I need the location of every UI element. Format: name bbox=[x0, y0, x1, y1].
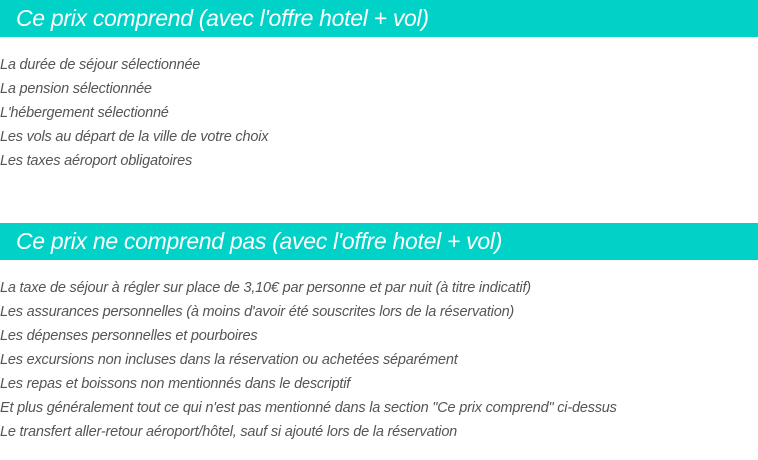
list-item: L'hébergement sélectionné bbox=[0, 105, 169, 121]
included-section-title: Ce prix comprend (avec l'offre hotel + vol) bbox=[0, 0, 758, 37]
list-item: La pension sélectionnée bbox=[0, 81, 152, 97]
list-item: Les excursions non incluses dans la réservation ou achetées séparément bbox=[0, 352, 458, 368]
excluded-items-list bbox=[0, 276, 617, 444]
list-item: Et plus généralement tout ce qui n'est pas mentionné dans la section "Ce prix comprend" ci-dessus bbox=[0, 400, 617, 416]
list-item: Le transfert aller-retour aéroport/hôtel, sauf si ajouté lors de la réservation bbox=[0, 424, 458, 440]
list-item: La taxe de séjour à régler sur place de 3,10€ par personne et par nuit (à titre indicatif) bbox=[0, 280, 531, 296]
list-item: Les vols au départ de la ville de votre choix bbox=[0, 129, 269, 145]
list-item: Les taxes aéroport obligatoires bbox=[0, 153, 193, 169]
list-item: Les repas et boissons non mentionnés dans le descriptif bbox=[0, 376, 351, 392]
excluded-section-title: Ce prix ne comprend pas (avec l'offre hotel + vol) bbox=[0, 223, 758, 260]
list-item: Les dépenses personnelles et pourboires bbox=[0, 328, 258, 344]
included-items-list bbox=[0, 53, 268, 173]
list-item: Les assurances personnelles (à moins d'avoir été souscrites lors de la réservation) bbox=[0, 304, 515, 320]
list-item: La durée de séjour sélectionnée bbox=[0, 57, 201, 73]
